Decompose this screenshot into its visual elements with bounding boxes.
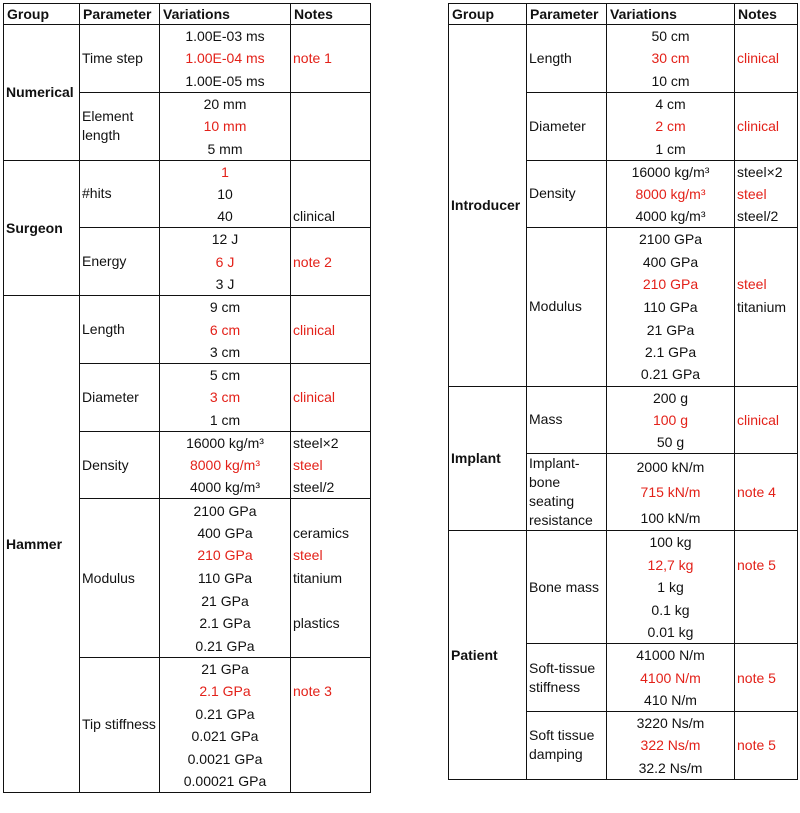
variation-cell: 21 GPa: [607, 318, 735, 341]
parameter-cell: Modulus: [527, 228, 607, 386]
group-cell: Surgeon: [4, 160, 80, 296]
group-cell: Introducer: [449, 25, 527, 387]
group-cell: Hammer: [4, 296, 80, 793]
variation-cell: 40: [160, 205, 291, 228]
variation-cell: 16000 kg/m³: [607, 160, 735, 183]
note-cell: [735, 599, 798, 622]
note-cell: [291, 725, 371, 748]
variation-cell: 110 GPa: [607, 296, 735, 319]
parameter-cell: Soft-tissue stiffness: [527, 644, 607, 712]
variation-cell: 2.1 GPa: [607, 341, 735, 364]
note-cell: [291, 702, 371, 725]
variation-cell: 4000 kg/m³: [607, 205, 735, 228]
variation-cell: 210 GPa: [160, 544, 291, 567]
variation-cell: 400 GPa: [160, 522, 291, 545]
variation-cell: 322 Ns/m: [607, 734, 735, 757]
parameter-cell: Energy: [80, 228, 160, 296]
table-row: [449, 25, 798, 48]
note-cell: steel: [735, 273, 798, 296]
variation-cell: 3220 Ns/m: [607, 712, 735, 735]
variation-cell: 9 cm: [160, 296, 291, 319]
variation-cell: 41000 N/m: [607, 644, 735, 667]
note-cell: steel: [291, 544, 371, 567]
table-body: [449, 25, 798, 780]
variation-cell: 50 g: [607, 431, 735, 454]
parameter-cell: Diameter: [527, 92, 607, 160]
note-cell: [291, 70, 371, 93]
variation-cell: 1.00E-05 ms: [160, 70, 291, 93]
variation-cell: 6 J: [160, 250, 291, 273]
header-variations: Variations: [607, 4, 735, 25]
variation-cell: 1 cm: [160, 409, 291, 432]
variation-cell: 1 cm: [607, 137, 735, 160]
note-cell: [291, 183, 371, 206]
note-cell: clinical: [291, 318, 371, 341]
variation-cell: 100 kN/m: [607, 505, 735, 531]
note-cell: plastics: [291, 612, 371, 635]
variation-cell: 10 mm: [160, 115, 291, 138]
variation-cell: 3 cm: [160, 386, 291, 409]
note-cell: [291, 409, 371, 432]
note-cell: note 5: [735, 666, 798, 689]
note-cell: [735, 137, 798, 160]
variation-cell: 2 cm: [607, 115, 735, 138]
variation-cell: 3 cm: [160, 341, 291, 364]
note-cell: note 4: [735, 479, 798, 505]
variation-cell: 1.00E-04 ms: [160, 47, 291, 70]
parameter-cell: Modulus: [80, 499, 160, 657]
variation-cell: 12,7 kg: [607, 553, 735, 576]
note-cell: clinical: [735, 47, 798, 70]
note-cell: [291, 657, 371, 680]
variation-cell: 2.1 GPa: [160, 680, 291, 703]
variation-cell: 4 cm: [607, 92, 735, 115]
note-cell: [735, 531, 798, 554]
note-cell: [735, 25, 798, 48]
note-cell: [735, 228, 798, 251]
variation-cell: 0.021 GPa: [160, 725, 291, 748]
variation-cell: 50 cm: [607, 25, 735, 48]
variation-cell: 8000 kg/m³: [160, 454, 291, 477]
header-row: [449, 4, 798, 25]
note-cell: [735, 92, 798, 115]
note-cell: titanium: [291, 567, 371, 590]
table-row: [4, 25, 371, 48]
note-cell: steel/2: [291, 476, 371, 499]
note-cell: [735, 712, 798, 735]
parameter-cell: Diameter: [80, 363, 160, 431]
note-cell: [735, 757, 798, 780]
parameter-cell: Density: [527, 160, 607, 228]
variation-cell: 10: [160, 183, 291, 206]
table-row: [4, 160, 371, 183]
parameter-cell: Time step: [80, 25, 160, 93]
note-cell: [735, 250, 798, 273]
header-parameter: Parameter: [527, 4, 607, 25]
variation-cell: 12 J: [160, 228, 291, 251]
note-cell: steel×2: [735, 160, 798, 183]
table-row: [449, 386, 798, 409]
note-cell: [735, 70, 798, 93]
variation-cell: 210 GPa: [607, 273, 735, 296]
note-cell: [735, 505, 798, 531]
variation-cell: 4100 N/m: [607, 666, 735, 689]
variation-cell: 2100 GPa: [160, 499, 291, 522]
note-cell: note 2: [291, 250, 371, 273]
note-cell: [291, 499, 371, 522]
note-cell: [735, 644, 798, 667]
note-cell: [735, 689, 798, 712]
note-cell: [291, 228, 371, 251]
note-cell: [735, 454, 798, 480]
variation-cell: 5 mm: [160, 137, 291, 160]
variation-cell: 8000 kg/m³: [607, 183, 735, 206]
note-cell: clinical: [291, 205, 371, 228]
variation-cell: 5 cm: [160, 363, 291, 386]
parameter-cell: #hits: [80, 160, 160, 228]
variation-cell: 20 mm: [160, 92, 291, 115]
note-cell: steel: [291, 454, 371, 477]
parameter-table-right: [448, 3, 798, 780]
variation-cell: 100 kg: [607, 531, 735, 554]
header-variations: Variations: [160, 4, 291, 25]
group-cell: Implant: [449, 386, 527, 531]
variation-cell: 0.01 kg: [607, 621, 735, 644]
variation-cell: 32.2 Ns/m: [607, 757, 735, 780]
note-cell: ceramics: [291, 522, 371, 545]
note-cell: [291, 341, 371, 364]
variation-cell: 2.1 GPa: [160, 612, 291, 635]
note-cell: [735, 621, 798, 644]
note-cell: [291, 92, 371, 115]
header-row: [4, 4, 371, 25]
parameter-cell: Implant-bone seating resistance: [527, 454, 607, 531]
parameter-cell: Bone mass: [527, 531, 607, 644]
parameter-cell: Tip stiffness: [80, 657, 160, 793]
note-cell: note 3: [291, 680, 371, 703]
note-cell: [291, 748, 371, 771]
note-cell: steel×2: [291, 431, 371, 454]
parameter-cell: Mass: [527, 386, 607, 454]
note-cell: [291, 25, 371, 48]
note-cell: [735, 318, 798, 341]
variation-cell: 0.1 kg: [607, 599, 735, 622]
variation-cell: 10 cm: [607, 70, 735, 93]
table-row: [449, 531, 798, 554]
variation-cell: 4000 kg/m³: [160, 476, 291, 499]
variation-cell: 1: [160, 160, 291, 183]
variation-cell: 0.00021 GPa: [160, 770, 291, 793]
variation-cell: 110 GPa: [160, 567, 291, 590]
note-cell: note 5: [735, 734, 798, 757]
note-cell: [291, 115, 371, 138]
note-cell: [735, 576, 798, 599]
note-cell: steel/2: [735, 205, 798, 228]
note-cell: [291, 160, 371, 183]
note-cell: clinical: [735, 409, 798, 432]
variation-cell: 1 kg: [607, 576, 735, 599]
header-group: Group: [449, 4, 527, 25]
variation-cell: 400 GPa: [607, 250, 735, 273]
variation-cell: 2000 kN/m: [607, 454, 735, 480]
variation-cell: 0.21 GPa: [160, 635, 291, 658]
parameter-cell: Length: [527, 25, 607, 93]
note-cell: [735, 431, 798, 454]
note-cell: clinical: [291, 386, 371, 409]
variation-cell: 100 g: [607, 409, 735, 432]
variation-cell: 1.00E-03 ms: [160, 25, 291, 48]
variation-cell: 410 N/m: [607, 689, 735, 712]
note-cell: [291, 296, 371, 319]
parameter-cell: Length: [80, 296, 160, 364]
variation-cell: 21 GPa: [160, 589, 291, 612]
variation-cell: 715 kN/m: [607, 479, 735, 505]
note-cell: steel: [735, 183, 798, 206]
group-cell: Patient: [449, 531, 527, 780]
parameter-table-left: [3, 3, 371, 793]
note-cell: [291, 770, 371, 793]
group-cell: Numerical: [4, 25, 80, 161]
header-group: Group: [4, 4, 80, 25]
header-parameter: Parameter: [80, 4, 160, 25]
header-notes: Notes: [735, 4, 798, 25]
note-cell: [291, 273, 371, 296]
parameter-cell: Element length: [80, 92, 160, 160]
table-row: [4, 296, 371, 319]
variation-cell: 16000 kg/m³: [160, 431, 291, 454]
note-cell: [735, 363, 798, 386]
note-cell: [735, 341, 798, 364]
variation-cell: 6 cm: [160, 318, 291, 341]
note-cell: note 1: [291, 47, 371, 70]
variation-cell: 21 GPa: [160, 657, 291, 680]
variation-cell: 0.21 GPa: [607, 363, 735, 386]
parameter-cell: Soft tissue damping: [527, 712, 607, 780]
variation-cell: 0.21 GPa: [160, 702, 291, 725]
note-cell: [291, 635, 371, 658]
variation-cell: 3 J: [160, 273, 291, 296]
header-notes: Notes: [291, 4, 371, 25]
parameter-cell: Density: [80, 431, 160, 499]
note-cell: [291, 589, 371, 612]
note-cell: [735, 386, 798, 409]
variation-cell: 2100 GPa: [607, 228, 735, 251]
note-cell: [291, 363, 371, 386]
table-body: [4, 25, 371, 793]
note-cell: [291, 137, 371, 160]
note-cell: titanium: [735, 296, 798, 319]
note-cell: clinical: [735, 115, 798, 138]
variation-cell: 200 g: [607, 386, 735, 409]
variation-cell: 0.0021 GPa: [160, 748, 291, 771]
note-cell: note 5: [735, 553, 798, 576]
variation-cell: 30 cm: [607, 47, 735, 70]
